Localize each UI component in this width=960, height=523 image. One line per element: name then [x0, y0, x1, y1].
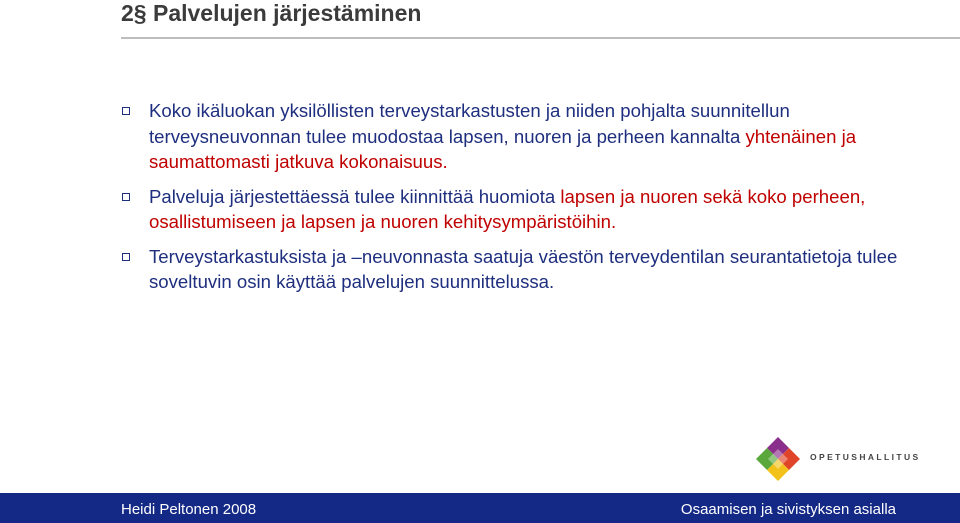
checkbox-bullet-icon [122, 107, 130, 115]
diamond-logo-icon [756, 437, 800, 481]
bullet-item [118, 98, 908, 175]
footer-slogan: Osaamisen ja sivistyksen asialla [680, 501, 896, 518]
logo-text: OPETUSHALLITUS [810, 452, 921, 462]
bullet-text-end: . [442, 151, 448, 172]
bullet-list [118, 98, 908, 295]
bullet-highlight: lapsen ja nuoren sekä koko perheen, osallistumiseen ja lapsen ja nuoren kehitysympäristöihin [149, 185, 866, 232]
bullet-text-end: . [610, 211, 617, 232]
title-divider [121, 37, 960, 39]
bullet-text: Palveluja järjestettäessä tulee kiinnittää huomiota [149, 185, 561, 207]
footer-author: Heidi Peltonen 2008 [121, 501, 257, 518]
bullet-text: Koko ikäluokan yksilöllisten terveystarkastusten ja niiden pohjalta suunnitellun terveysneuvonnan tulee muodostaa lapsen, nuoren ja perheen kannalta [149, 100, 790, 147]
bullet-item [118, 244, 908, 295]
slide-title: 2§ Palvelujen järjestäminen [121, 0, 422, 26]
checkbox-bullet-icon [122, 253, 130, 261]
bullet-highlight: yhtenäinen ja saumattomasti jatkuva kokonaisuus [149, 125, 857, 172]
bullet-item [118, 184, 908, 235]
footer-bar [0, 493, 960, 523]
bullet-text: Terveystarkastuksista ja –neuvonnasta saatuja väestön terveydentilan seurantatietoja tulee soveltuvin osin käyttää palvelujen suunnittelussa. [149, 245, 898, 292]
checkbox-bullet-icon [122, 193, 130, 201]
